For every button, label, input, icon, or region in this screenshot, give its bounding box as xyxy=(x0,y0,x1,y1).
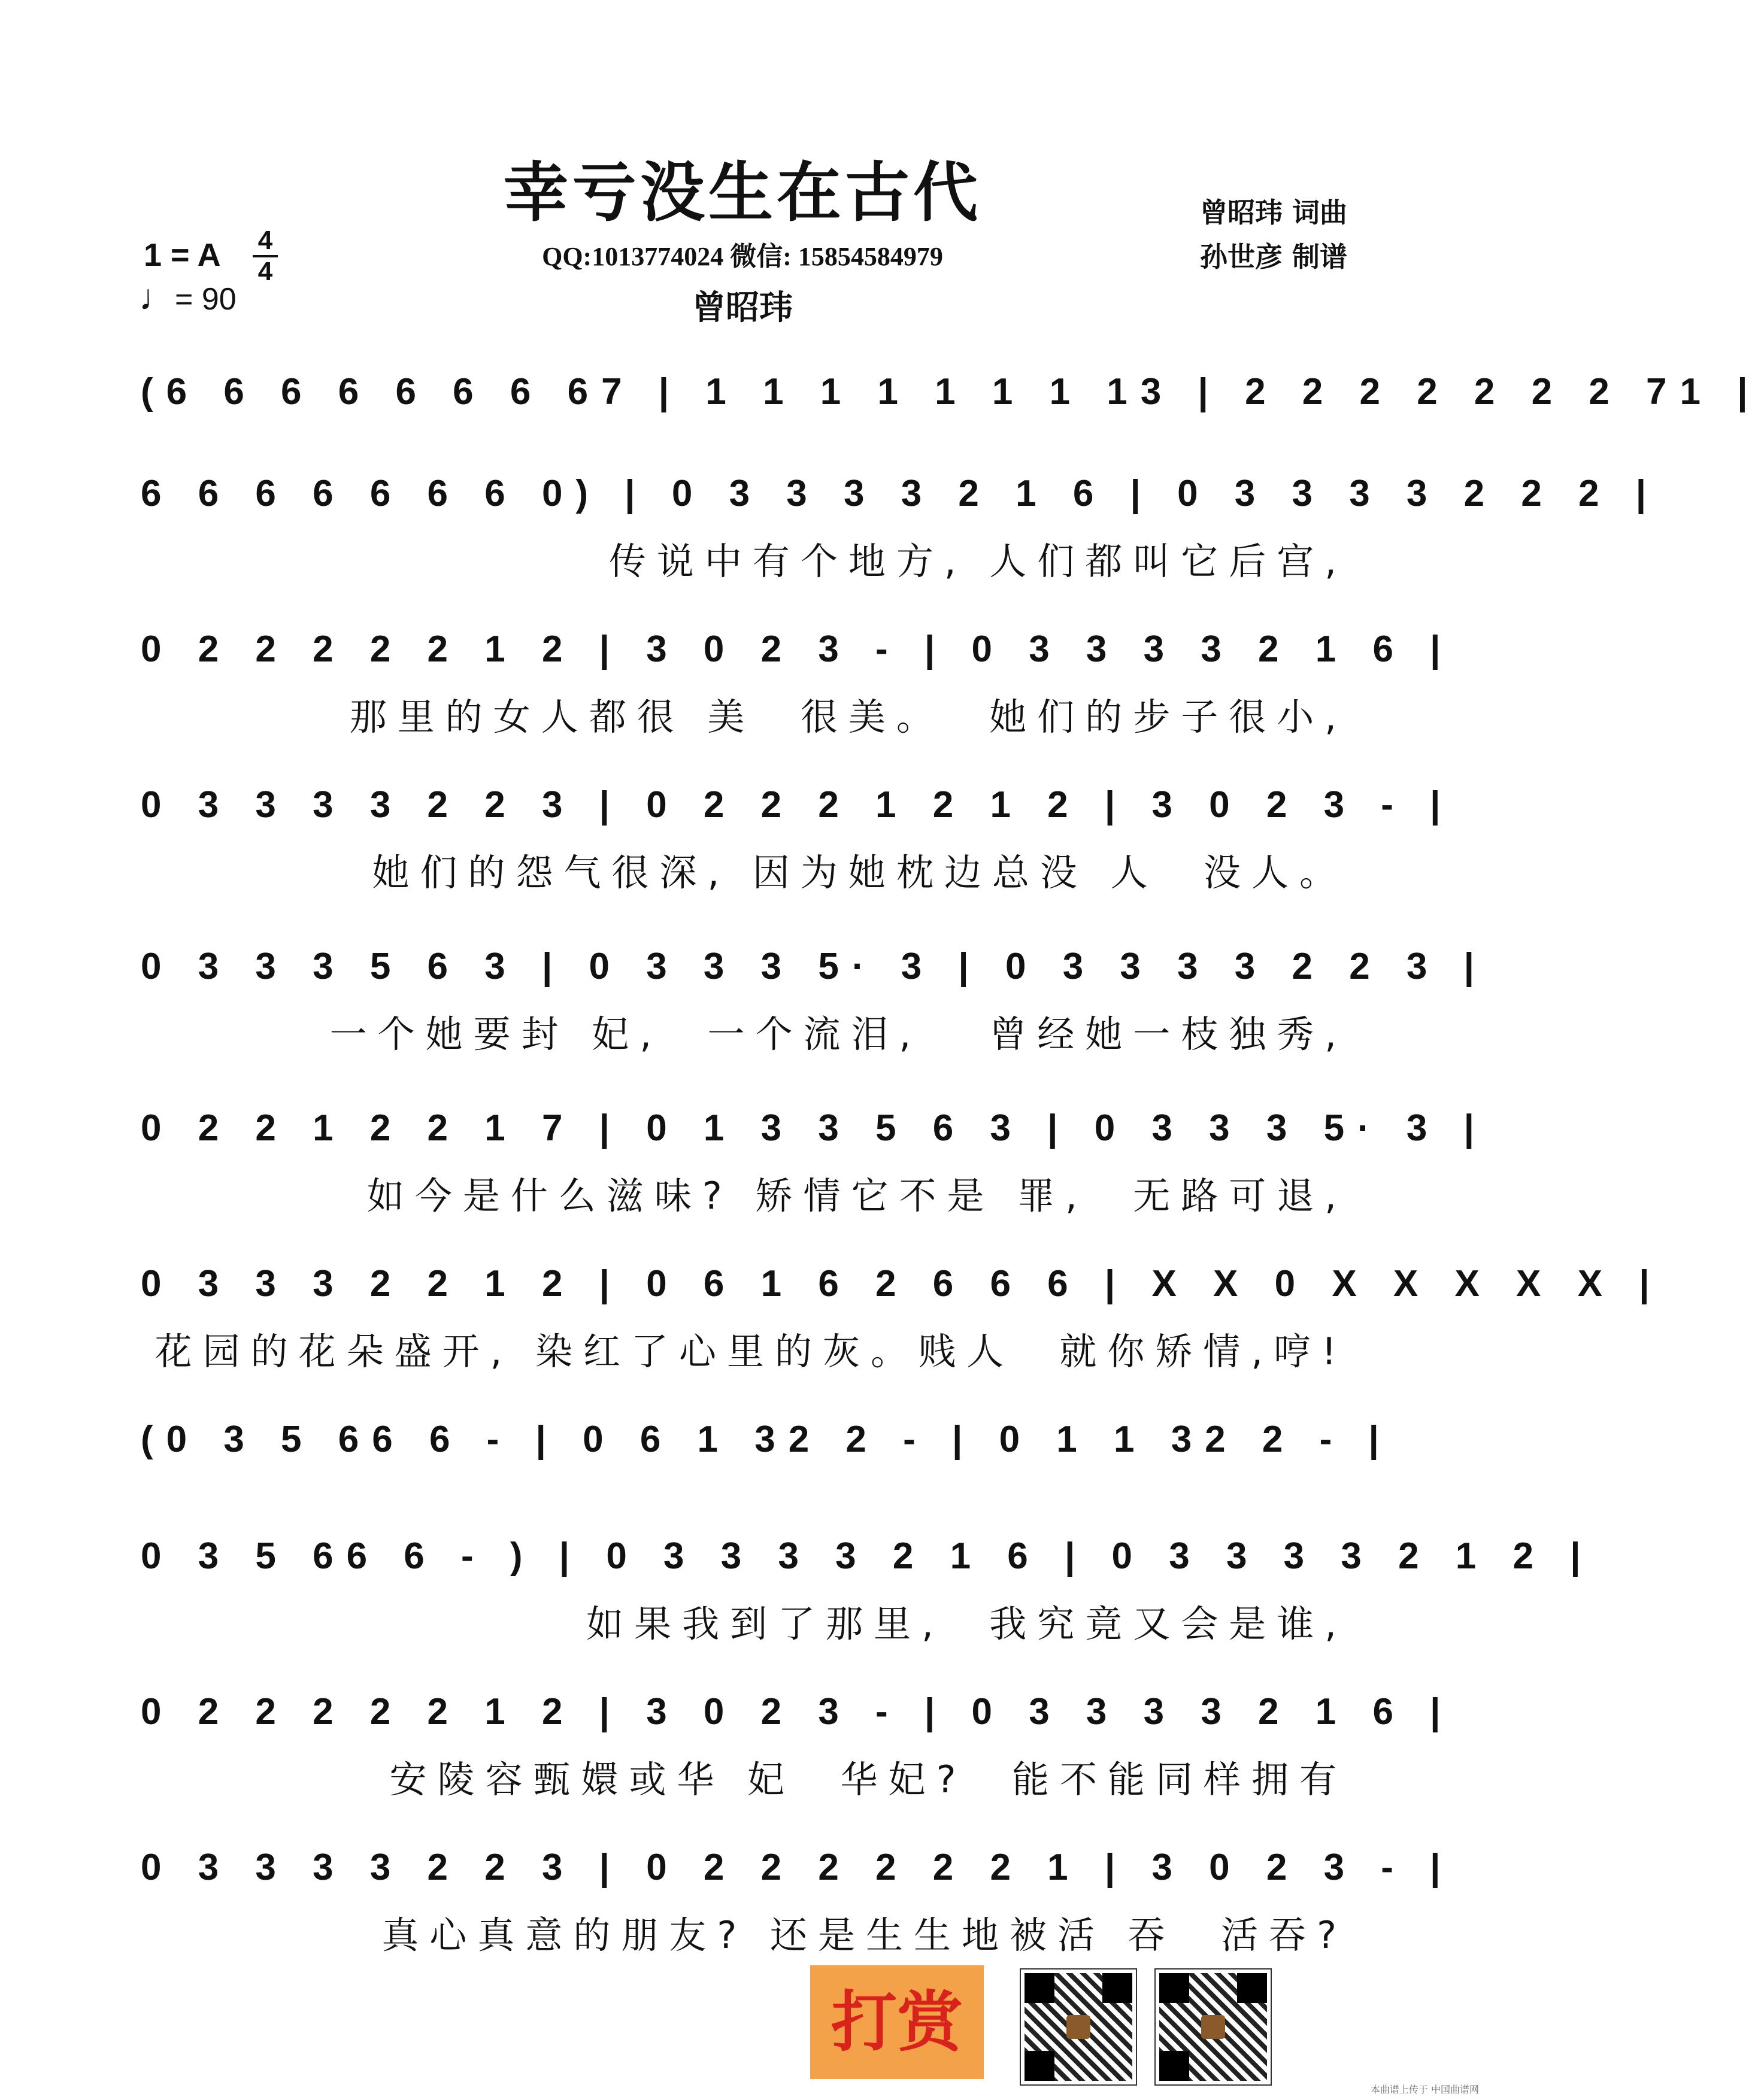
qr-code-icon xyxy=(1156,1969,1271,2084)
credit-notation: 孙世彦 制谱 xyxy=(1199,241,1347,273)
notation-line: 0 3 3 3 2 2 1 2 | 0 6 1 6 2 6 6 6 | X X 0 X X X X X | xyxy=(141,1263,1663,1304)
credit-lyrics-music: 曾昭玮 词曲 xyxy=(1199,196,1347,229)
lyrics-line: 安陵容甄嬛或华 妃 华妃? 能不能同样拥有 xyxy=(389,1758,1347,1801)
notation-line: 0 3 5 66 6 - ) | 0 3 3 3 3 2 1 6 | 0 3 3 3 3 2 1 2 | xyxy=(141,1535,1594,1577)
singer-name: 曾昭玮 xyxy=(692,289,793,327)
tempo-value: = 90 xyxy=(175,282,237,317)
lyrics-line: 如今是什么滋味? 矫情它不是 罪, 无路可退, xyxy=(366,1174,1347,1218)
credits xyxy=(1200,190,1347,279)
lyrics-line: 她们的怨气很深, 因为她枕边总没 人 没人。 xyxy=(372,851,1347,894)
notation-line: 0 3 3 3 3 2 2 3 | 0 2 2 2 1 2 1 2 | 3 0 2 3 - | xyxy=(141,784,1454,826)
notation-line: (6 6 6 6 6 6 6 67 | 1 1 1 1 1 1 1 13 | 2 2 2 2 2 2 2 71 | xyxy=(141,371,1761,412)
time-signature-bottom: 4 xyxy=(257,257,273,286)
reward-button[interactable]: 打赏 xyxy=(810,1965,984,2079)
lyrics-line: 传说中有个地方, 人们都叫它后宫, xyxy=(608,539,1347,583)
lyrics-line: 一个她要封 妃, 一个流泪, 曾经她一枝独秀, xyxy=(329,1012,1347,1056)
contact-info: QQ:1013774024 微信: 15854584979 xyxy=(542,242,943,271)
footer-note: 本曲谱上传于 中国曲谱网 xyxy=(1370,2084,1479,2095)
lyrics-line: 花园的花朵盛开, 染红了心里的灰。贱人 就你矫情,哼! xyxy=(154,1330,1347,1373)
notation-line: (0 3 5 66 6 - | 0 6 1 32 2 - | 0 1 1 32 2 - | xyxy=(141,1419,1392,1460)
time-signature-top: 4 xyxy=(257,226,273,255)
notation-line: 0 3 3 3 3 2 2 3 | 0 2 2 2 2 2 2 1 | 3 0 2 3 - | xyxy=(141,1847,1454,1888)
notation-line: 0 2 2 2 2 2 1 2 | 3 0 2 3 - | 0 3 3 3 3 2 1 6 | xyxy=(141,1691,1454,1732)
qr-code-icon xyxy=(1021,1969,1136,2084)
lyrics-line: 如果我到了那里, 我究竟又会是谁, xyxy=(586,1602,1347,1646)
notation-line: 0 2 2 2 2 2 1 2 | 3 0 2 3 - | 0 3 3 3 3 2 1 6 | xyxy=(141,629,1454,670)
key-signature: 1 = A xyxy=(144,237,221,273)
tempo-marking xyxy=(139,277,237,318)
lyrics-line: 真心真意的朋友? 还是生生地被活 吞 活吞? xyxy=(381,1913,1347,1957)
lyrics-line: 那里的女人都很 美 很美。 她们的步子很小, xyxy=(349,695,1347,739)
time-signature xyxy=(250,227,280,285)
notation-line: 0 3 3 3 5 6 3 | 0 3 3 3 5· 3 | 0 3 3 3 3 2 2 3 | xyxy=(141,946,1487,987)
quarter-note-icon: ♩ xyxy=(139,277,175,317)
score-title: 幸亏没生在古代 xyxy=(503,156,981,230)
notation-line: 0 2 2 1 2 2 1 7 | 0 1 3 3 5 6 3 | 0 3 3 3 5· 3 | xyxy=(141,1107,1487,1149)
notation-line: 6 6 6 6 6 6 6 0) | 0 3 3 3 3 2 1 6 | 0 3 3 3 3 2 2 2 | xyxy=(141,473,1660,514)
